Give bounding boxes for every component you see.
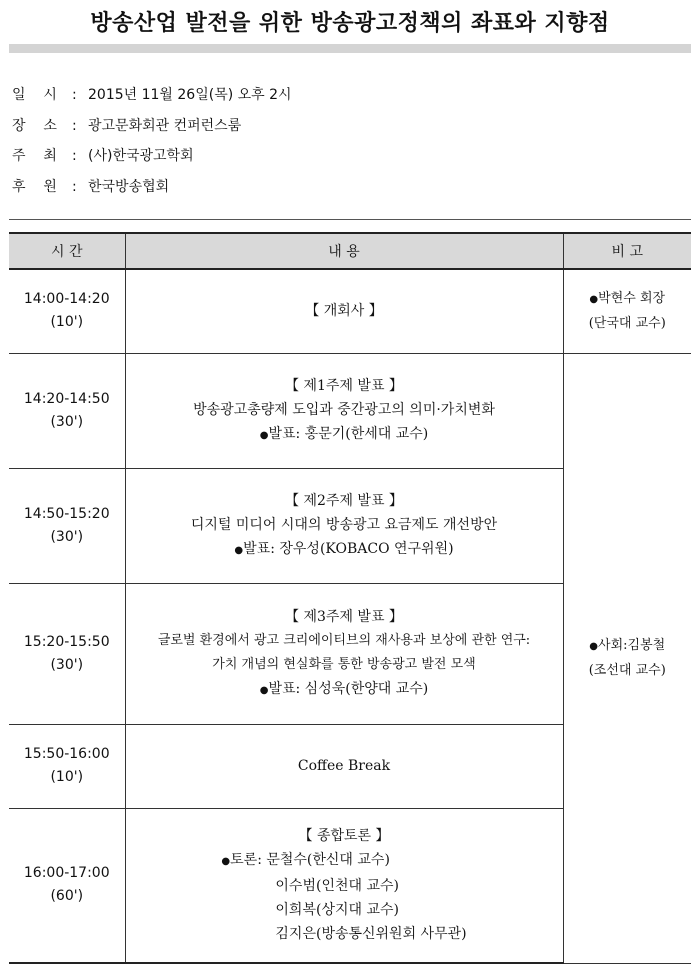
note-name: 박현수 회장 bbox=[598, 290, 666, 306]
session-topic: 방송광고총량제 도입과 중간광고의 의미·가치변화 bbox=[193, 401, 495, 418]
info-label: 주 최 bbox=[12, 148, 57, 164]
session-presenter bbox=[126, 422, 563, 448]
time-range: 15:50-16:00 bbox=[23, 746, 110, 762]
info-row-sponsor bbox=[12, 176, 292, 207]
session-topic: 글로벌 환경에서 광고 크리에이티브의 재사용과 보상에 관한 연구: bbox=[157, 632, 531, 648]
note-affiliation: (조선대 교수) bbox=[588, 662, 666, 678]
bullet-icon: ● bbox=[221, 856, 231, 868]
note-affiliation: (단국대 교수) bbox=[588, 315, 666, 331]
note-name: 사회:김봉철 bbox=[598, 637, 666, 653]
note-moderator bbox=[564, 634, 692, 659]
content-cell bbox=[125, 468, 563, 583]
bullet-icon: ● bbox=[589, 293, 599, 305]
session-heading: 【 제3주제 발표 】 bbox=[285, 608, 403, 625]
time-range: 15:20-15:50 bbox=[23, 633, 110, 650]
panelist-text: 토론: 문철수(한신대 교수) bbox=[230, 852, 390, 869]
info-label: 일 시 bbox=[12, 87, 57, 103]
session-presenter bbox=[126, 537, 563, 563]
info-label: 후 원 bbox=[12, 178, 57, 195]
session-topic: 디지털 미디어 시대의 방송광고 요금제도 개선방안 bbox=[190, 516, 498, 533]
time-cell bbox=[9, 353, 125, 468]
session-topic-sub: 가치 개념의 현실화를 통한 방송광고 발전 모색 bbox=[212, 656, 476, 672]
info-row-venue bbox=[12, 115, 292, 146]
time-cell bbox=[9, 269, 125, 353]
info-separator: : bbox=[72, 148, 77, 164]
time-range: 14:00-14:20 bbox=[23, 291, 110, 308]
table-row bbox=[9, 269, 691, 353]
table-header-row bbox=[9, 233, 691, 269]
bullet-icon: ● bbox=[259, 684, 269, 696]
header-content: 내 용 bbox=[125, 233, 563, 269]
note-chair bbox=[564, 287, 692, 312]
content-cell bbox=[125, 808, 563, 963]
time-duration: (10') bbox=[50, 769, 84, 785]
bullet-icon: ● bbox=[259, 429, 269, 441]
panelist: 이희복(상지대 교수) bbox=[275, 902, 399, 919]
time-cell bbox=[9, 808, 125, 963]
page-title: 방송산업 발전을 위한 방송광고정책의 좌표와 지향점 bbox=[90, 11, 610, 36]
session-presenter bbox=[126, 677, 563, 703]
schedule-table bbox=[9, 232, 691, 964]
time-cell bbox=[9, 583, 125, 724]
session-heading: 【 개회사 】 bbox=[305, 303, 383, 320]
bullet-icon: ● bbox=[589, 640, 599, 652]
time-duration: (10') bbox=[50, 314, 84, 331]
info-separator: : bbox=[72, 117, 77, 134]
time-range: 16:00-17:00 bbox=[23, 865, 110, 882]
time-duration: (30') bbox=[50, 413, 84, 430]
presenter-text: 발표: 심성욱(한양대 교수) bbox=[268, 680, 429, 697]
info-value: 광고문화회관 컨퍼런스룸 bbox=[88, 117, 242, 134]
content-cell bbox=[125, 269, 563, 353]
title-underline-bar bbox=[9, 44, 691, 53]
info-value: 2015년 11월 26일(목) 오후 2시 bbox=[88, 87, 292, 103]
session-heading: 【 종합토론 】 bbox=[298, 828, 390, 845]
note-cell bbox=[563, 353, 691, 963]
time-range: 14:50-15:20 bbox=[23, 505, 110, 522]
panelist: 이수범(인천대 교수) bbox=[275, 878, 399, 895]
info-row-host bbox=[12, 145, 292, 176]
time-cell bbox=[9, 468, 125, 583]
presenter-text: 발표: 홍문기(한세대 교수) bbox=[268, 425, 429, 442]
event-info bbox=[12, 84, 292, 206]
header-note: 비 고 bbox=[563, 233, 691, 269]
info-value: 한국방송협회 bbox=[88, 178, 170, 195]
panelist bbox=[221, 848, 466, 874]
session-heading: Coffee Break bbox=[297, 758, 391, 774]
info-label: 장 소 bbox=[12, 117, 57, 134]
note-cell bbox=[563, 269, 691, 353]
content-cell bbox=[125, 353, 563, 468]
session-heading: 【 제1주제 발표 】 bbox=[285, 377, 403, 394]
time-duration: (30') bbox=[50, 528, 84, 545]
time-cell bbox=[9, 724, 125, 808]
session-heading: 【 제2주제 발표 】 bbox=[285, 492, 403, 509]
info-separator: : bbox=[72, 178, 77, 195]
info-separator: : bbox=[72, 87, 77, 103]
section-divider bbox=[9, 219, 691, 220]
panelist: 김지은(방송통신위원회 사무관) bbox=[275, 926, 467, 943]
content-cell bbox=[125, 724, 563, 808]
info-row-date bbox=[12, 84, 292, 115]
time-duration: (30') bbox=[50, 656, 84, 673]
time-range: 14:20-14:50 bbox=[23, 390, 110, 407]
time-duration: (60') bbox=[50, 888, 84, 905]
bullet-icon: ● bbox=[234, 544, 244, 556]
content-cell bbox=[125, 583, 563, 724]
panel-list bbox=[221, 848, 466, 946]
table-row bbox=[9, 353, 691, 468]
header-time: 시 간 bbox=[9, 233, 125, 269]
presenter-text: 발표: 장우성(KOBACO 연구위원) bbox=[243, 540, 454, 557]
info-value: (사)한국광고학회 bbox=[88, 148, 194, 164]
